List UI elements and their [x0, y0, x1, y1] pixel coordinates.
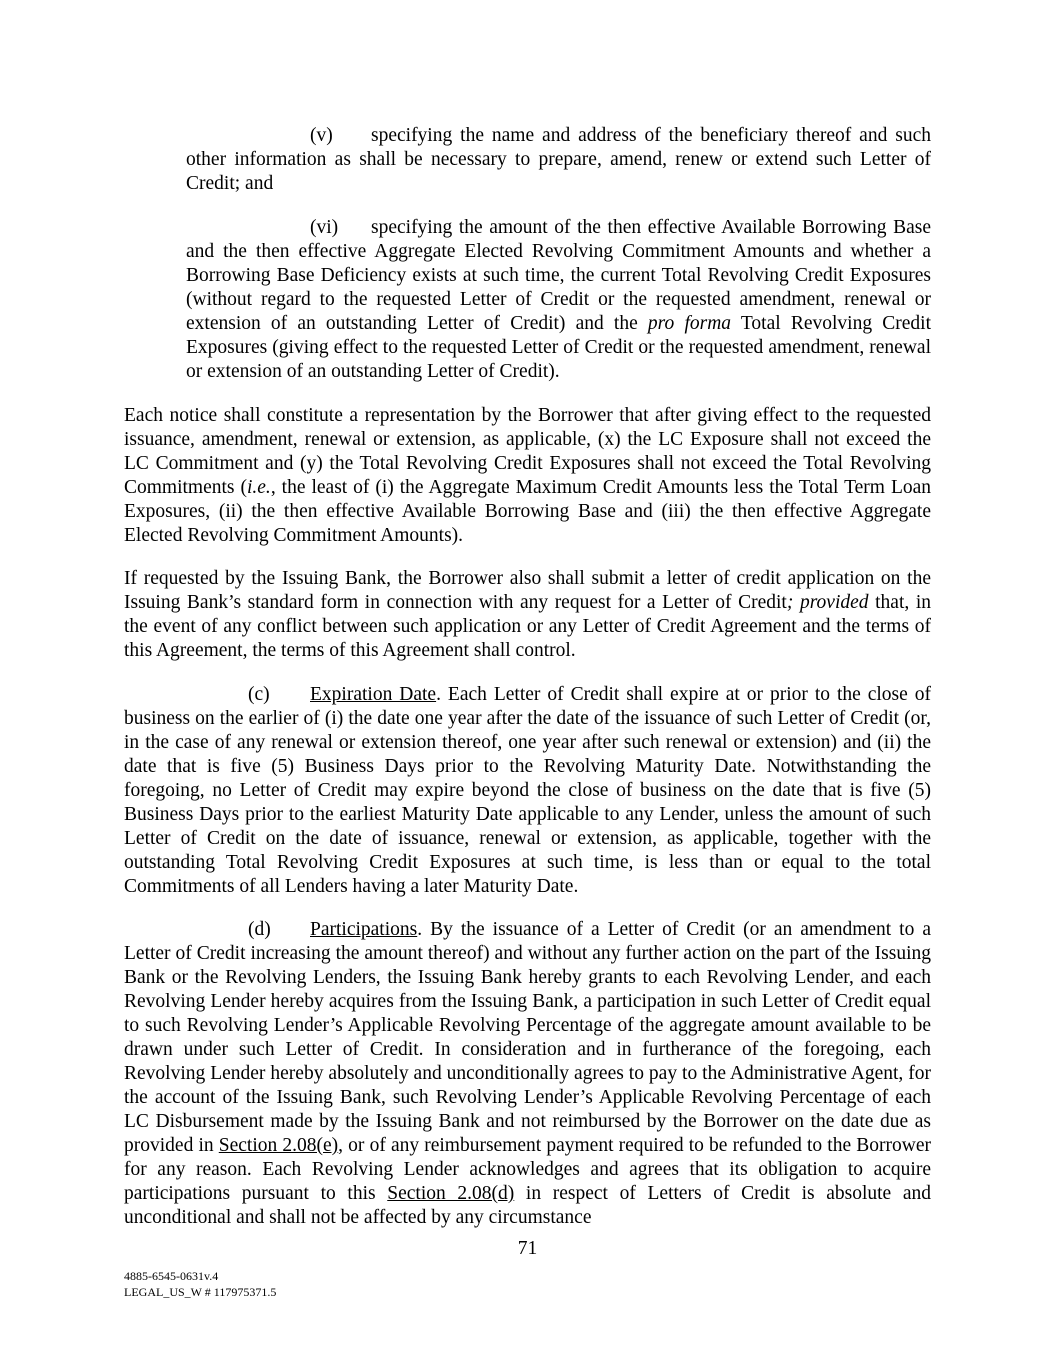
legal-id-footer: LEGAL_US_W # 117975371.5 — [124, 1285, 277, 1299]
section-reference-link[interactable]: Section 2.08(e) — [218, 1135, 339, 1156]
application-paragraph — [124, 567, 931, 663]
clause-text-continued: Total Revolving Credit Exposures (giving effect to the requested Letter of Credit or the requested amendment, renewal or extension of an outstanding Letter of Credit). — [186, 313, 931, 382]
document-id-footer: 4885-6545-0631v.4 — [124, 1269, 219, 1283]
clause-vi — [186, 216, 931, 384]
section-text-continued: in respect of Letters of Credit is absolute and unconditional and shall not be affected by any circumstance — [124, 1183, 932, 1228]
section-reference-link[interactable]: Section 2.08(d) — [387, 1183, 515, 1204]
section-d-participations — [124, 918, 931, 1230]
clause-text: specifying the name and address of the beneficiary thereof and such other information as shall be necessary to prepare, amend, renew or extend such Letter of Credit; and — [186, 125, 931, 194]
italic-term: pro forma — [647, 313, 732, 334]
clause-text: specifying the amount of the then effective Available Borrowing Base and the then effective Aggregate Elected Revolving Commitment Amounts and whether a Borrowing Base Deficiency exists at such time, the current Total Revolving Credit Exposures (without regard to the requested Letter of Credit or the requested amendment, renewal or extension of an outstanding Letter of Credit) and the — [186, 217, 931, 334]
paragraph-text: Each notice shall constitute a representation by the Borrower that after giving effect to the requested issuance, amendment, renewal or extension, as applicable, (x) the LC Exposure shall not exceed the LC Commitment and (y) the Total Revolving Credit Exposures shall not exceed the Total Revolving Commitments ( — [124, 405, 931, 498]
clause-marker: (v) — [310, 125, 333, 146]
paragraph-text-continued: , the least of (i) the Aggregate Maximum Credit Amounts less the Total Term Loan Exposures, (ii) the then effective Available Borrowing Base and (iii) the then effective Aggregate Elected Revolving Commitment Amounts). — [124, 477, 932, 546]
section-text: . By the issuance of a Letter of Credit (or an amendment to a Letter of Credit increasing the amount thereof) and without any further action on the part of the Issuing Bank or the Revolving Lenders, the Issuing Bank hereby grants to each Revolving Lender, and each Revolving Lender hereby acquires from the Issuing Bank, a participation in such Letter of Credit equal to such Revolving Lender’s Applicable Revolving Percentage of the aggregate amount available to be drawn under such Letter of Credit. In consideration and in furtherance of the foregoing, each Revolving Lender hereby absolutely and unconditionally agrees to pay to the Administrative Agent, for the account of the Issuing Bank, such Revolving Lender’s Applicable Revolving Percentage of each LC Disbursement made by the Issuing Bank and not reimbursed by the Borrower on the date due as provided in — [124, 919, 931, 1156]
section-c-expiration-date — [124, 683, 931, 899]
clause-v — [186, 124, 931, 196]
paragraph-text: If requested by the Issuing Bank, the Borrower also shall submit a letter of credit application on the Issuing Bank’s standard form in connection with any request for a Letter of Credit — [124, 568, 931, 613]
notice-paragraph — [124, 404, 931, 548]
section-text-continued: , or of any reimbursement payment required to be refunded to the Borrower for any reason. Each Revolving Lender acknowledges and agrees that its obligation to acquire participations pursuant to this — [124, 1135, 931, 1204]
paragraph-text-continued: that, in the event of any conflict between such application or any Letter of Credit Agreement and the terms of this Agreement, the terms of this Agreement shall control. — [124, 592, 931, 661]
section-heading: Expiration Date — [310, 684, 437, 705]
page-number: 71 — [517, 1238, 538, 1259]
section-marker: (d) — [248, 919, 271, 940]
clause-marker: (vi) — [310, 217, 339, 238]
italic-term: i.e. — [246, 477, 271, 498]
section-text: . Each Letter of Credit shall expire at or prior to the close of business on the earlier of (i) the date one year after the date of the issuance of such Letter of Credit (or, in the case of any renewal or extension thereof, one year after such renewal or extension) and (ii) the date that is five (5) Business Days prior to the Revolving Maturity Date. Notwithstanding the foregoing, no Letter of Credit may expire beyond the close of business on the date that is five (5) Business Days prior to the earliest Maturity Date applicable to any Lender, unless the amount of such Letter of Credit on the date of issuance, renewal or extension, as applicable, together with the outstanding Total Revolving Credit Exposures at such time, is less than or equal to the total Commitments of all Lenders having a later Maturity Date. — [124, 684, 931, 897]
section-marker: (c) — [248, 684, 270, 705]
italic-term: ; provided — [786, 592, 869, 613]
section-heading: Participations — [310, 919, 418, 940]
